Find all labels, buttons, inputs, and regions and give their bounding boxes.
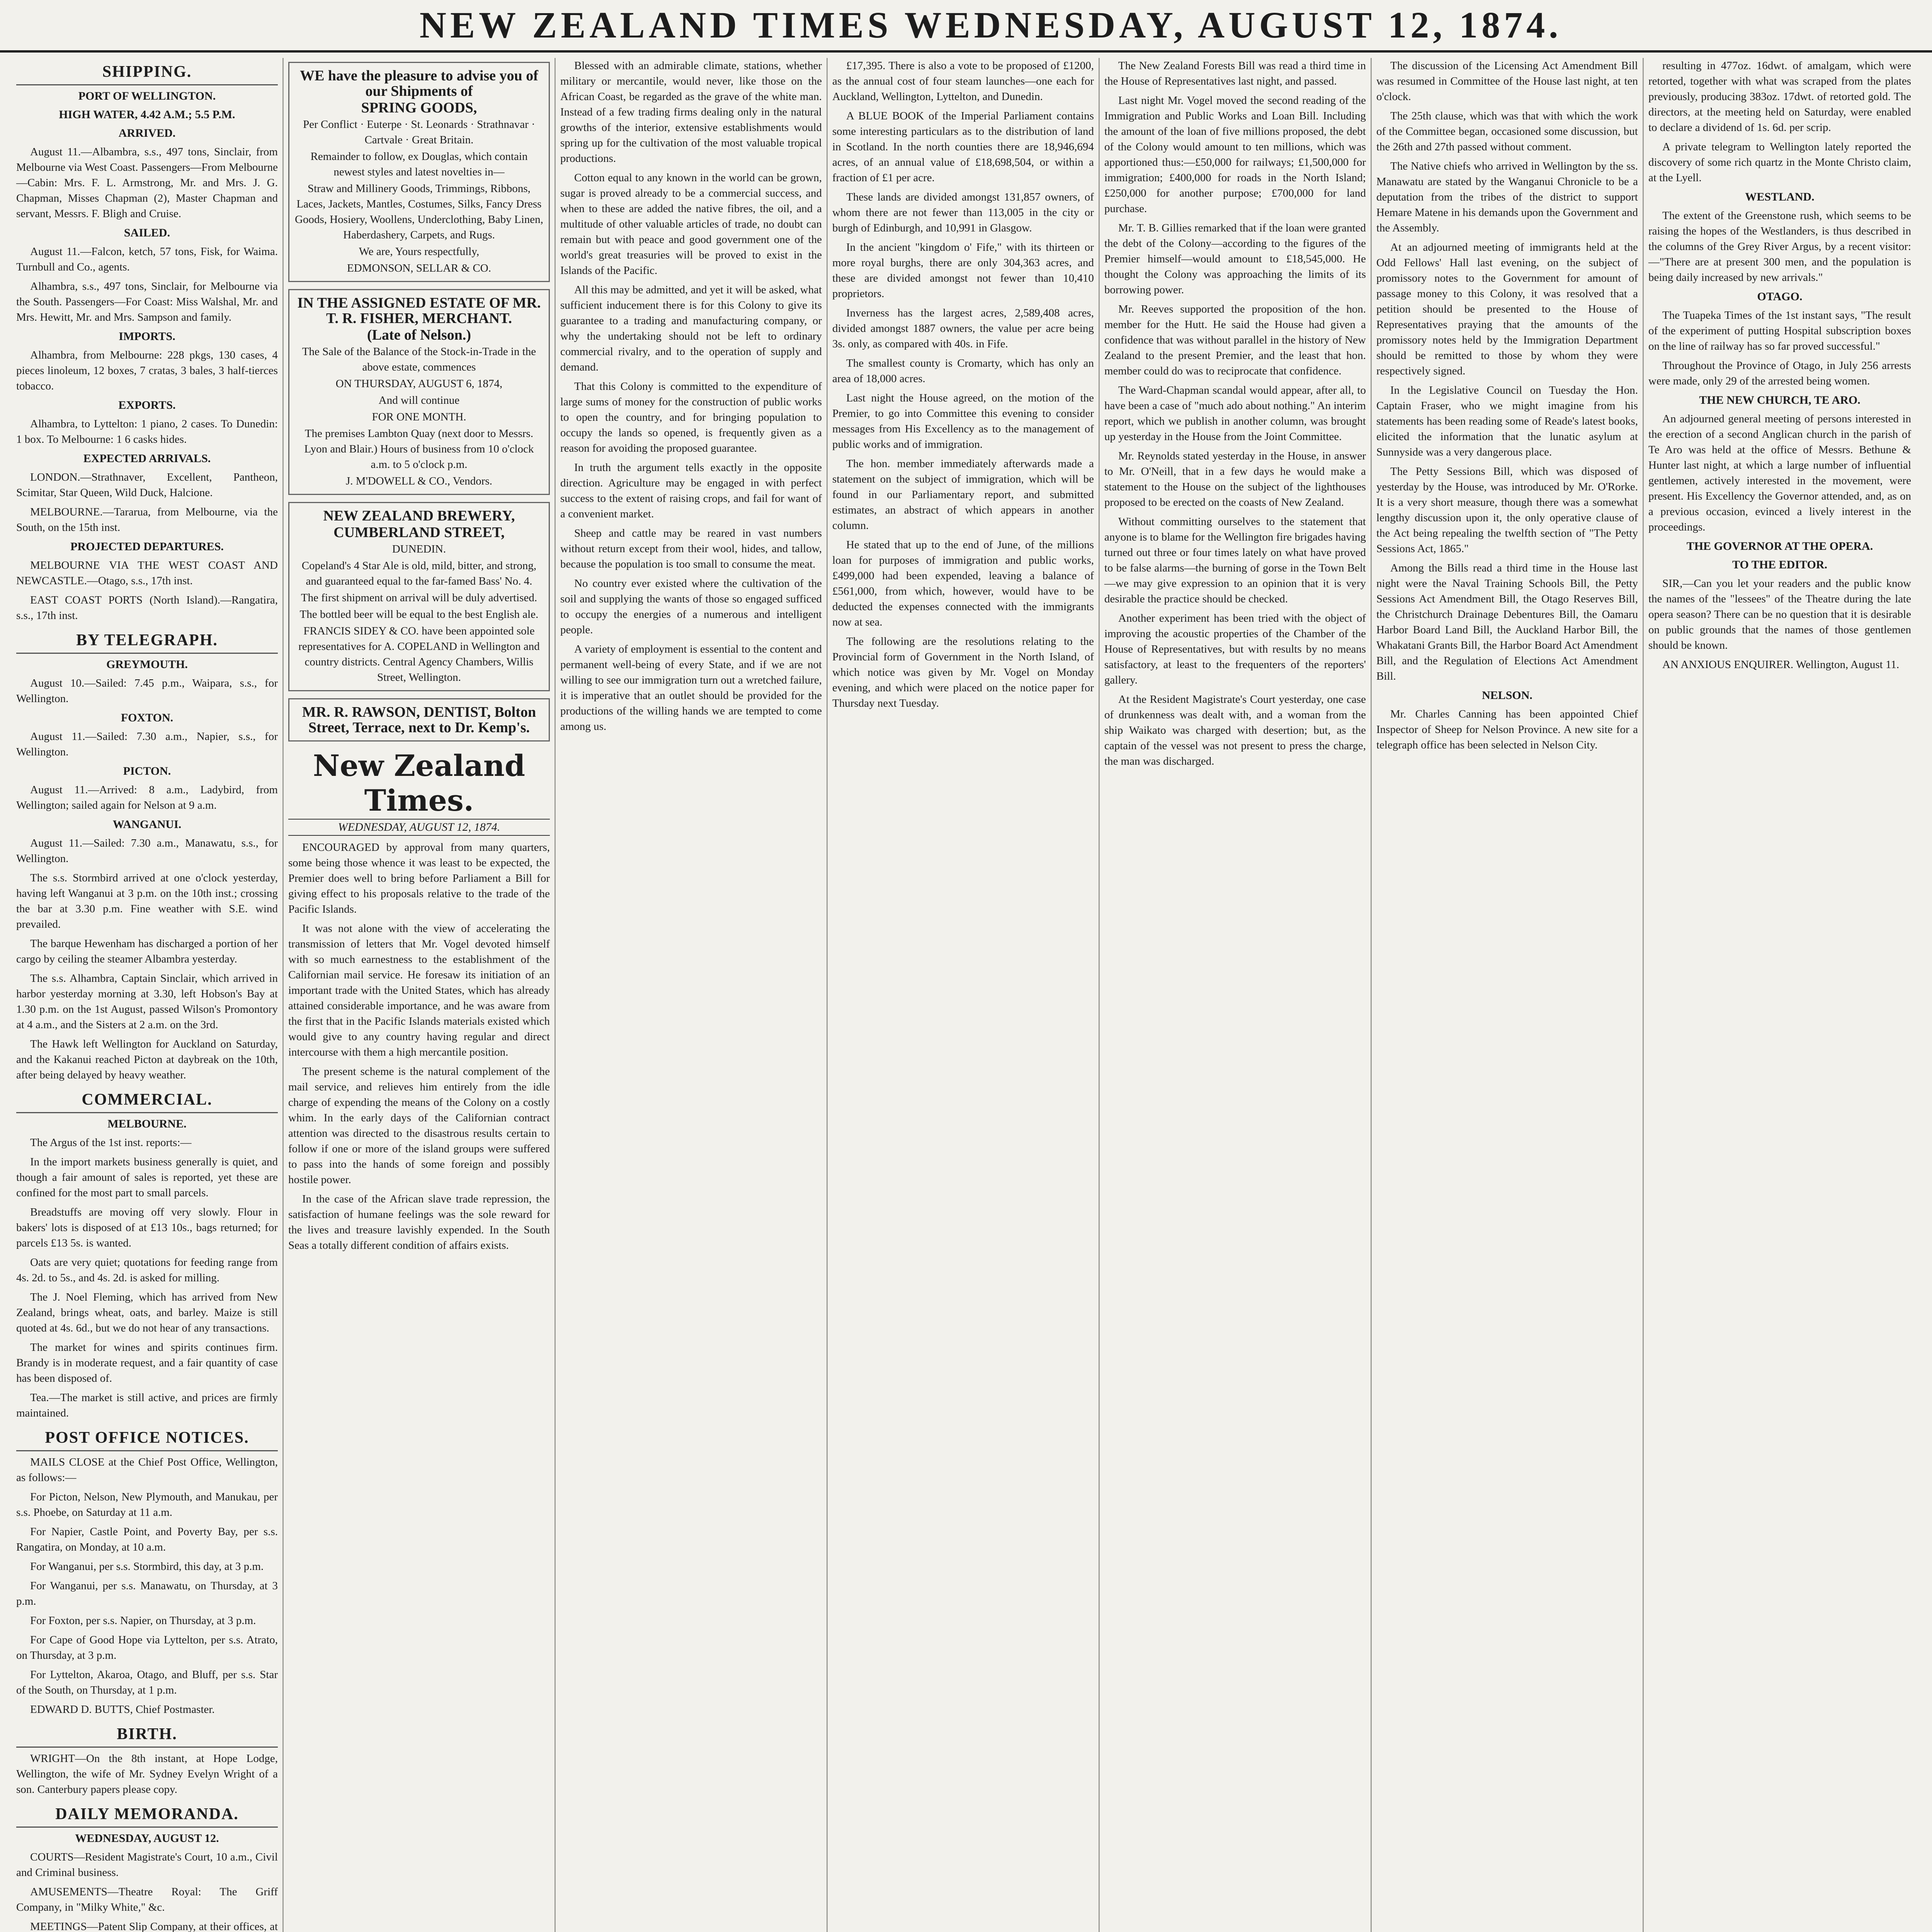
article-paragraph: AN ANXIOUS ENQUIRER. Wellington, August 11. <box>1662 658 1900 671</box>
article-paragraph: LONDON.—Strathnaver, Excellent, Pantheon, Scimitar, Star Queen, Wild Duck, Halcione. <box>16 471 278 499</box>
subheading: NELSON. <box>1482 689 1532 702</box>
section-heading: POST OFFICE NOTICES. <box>16 1428 278 1451</box>
article-paragraph: The Hawk left Wellington for Auckland on Saturday, and the Kakanui reached Picton at daybreak on the 10th, after being delayed by heavy weather. <box>16 1038 278 1081</box>
advertisement-line: FRANCIS SIDEY & CO. have been appointed sole representatives for A. COPELAND in Wellington and country districts. Central Agency Chambers, Willis Street, Wellington. <box>298 625 540 684</box>
advertisement-line: ON THURSDAY, AUGUST 6, 1874, <box>335 378 503 390</box>
article-paragraph: For Lyttelton, Akaroa, Otago, and Bluff, per s.s. Star of the South, on Thursday, at 1 p.m. <box>16 1668 278 1696</box>
article-paragraph: The 25th clause, which was that with which the work of the Committee began, occasioned some discussion, but the 26th and 27th passed without comment. <box>1376 110 1638 153</box>
section-heading: DAILY MEMORANDA. <box>16 1804 278 1828</box>
newspaper-masthead: NEW ZEALAND TIMES WEDNESDAY, AUGUST 12, 1874. <box>419 4 1562 46</box>
advertisement <box>288 502 550 691</box>
article-section <box>16 1804 278 1932</box>
article-paragraph: August 11.—Sailed: 7.30 a.m., Napier, s.s., for Wellington. <box>16 730 278 758</box>
article-paragraph: For Picton, Nelson, New Plymouth, and Manukau, per s.s. Phoebe, on Saturday at 11 a.m. <box>16 1491 278 1519</box>
section-heading: BY TELEGRAPH. <box>16 630 278 654</box>
article-section <box>832 58 1094 711</box>
article-paragraph: Without committing ourselves to the statement that anyone is to blame for the Wellington fire brigades having turned out three or four times lately on what have proved to be false alarms—the burning of gorse in the Town Belt—we may give expression to an opinion that it is very desirable the practice should be checked. <box>1104 515 1366 605</box>
article-paragraph: The Native chiefs who arrived in Wellington by the ss. Manawatu are stated by the Wanganui Chronicle to be a deputation from the tribes of the district to support Hemare Matene in his demands upon the Government and the Assembly. <box>1376 160 1638 234</box>
article-paragraph: For Cape of Good Hope via Lyttelton, per s.s. Atrato, on Thursday, at 3 p.m. <box>16 1634 278 1662</box>
article-paragraph: In the Legislative Council on Tuesday the Hon. Captain Fraser, who we might imagine from his statements has been reading some of Reade's latest books, elicited the information that the lunatic asylum at Sunnyside was a very dangerous place. <box>1376 384 1638 458</box>
article-paragraph: MELBOURNE VIA THE WEST COAST AND NEWCASTLE.—Otago, s.s., 17th inst. <box>16 559 278 587</box>
article-paragraph: The smallest county is Cromarty, which has only an area of 18,000 acres. <box>832 357 1094 385</box>
article-paragraph: The Argus of the 1st inst. reports:— <box>30 1136 192 1149</box>
article-paragraph: £17,395. There is also a vote to be proposed of £1200, as the annual cost of four steam launches—one each for Auckland, Wellington, Lyttelton, and Dunedin. <box>832 60 1094 103</box>
article-paragraph: MELBOURNE.—Tararua, from Melbourne, via the South, on the 15th inst. <box>16 506 278 534</box>
article-paragraph: In the case of the African slave trade repression, the satisfaction of humane feelings was the sole reward for the lives and treasure lavishly expended. In the South Seas a totally different condition of affairs exists. <box>288 1193 550 1252</box>
subheading: WEDNESDAY, AUGUST 12. <box>75 1832 219 1845</box>
article-paragraph: Cotton equal to any known in the world can be grown, sugar is proved already to be a commercial success, and when to these are added the native fibres, the oil, and a multitude of other valuable articles of trade, no doubt can remain but with peace and good government one of the world's great treasuries will be proved to exist in the Islands of the Pacific. <box>560 172 822 277</box>
article-paragraph: EDWARD D. BUTTS, Chief Postmaster. <box>30 1703 215 1716</box>
advertisement-line: Remainder to follow, ex Douglas, which contain newest styles and latest novelties in— <box>310 150 528 178</box>
subheading: GREYMOUTH. <box>106 658 188 671</box>
article-paragraph: In the ancient "kingdom o' Fife," with its thirteen or more royal burghs, there are only 304,363 acres, and these are divided amongst not fewer than 10,410 proprietors. <box>832 241 1094 300</box>
article-paragraph: SIR,—Can you let your readers and the public know the names of the "lessees" of the Theatre during the late opera season? There can be no question that it is desirable on public grounds that the names of those gentlemen should be known. <box>1648 577 1911 651</box>
article-paragraph: Tea.—The market is still active, and prices are firmly maintained. <box>16 1391 278 1419</box>
editorial-dateline: WEDNESDAY, AUGUST 12, 1874. <box>288 819 550 836</box>
article-paragraph: Alhambra, s.s., 497 tons, Sinclair, for Melbourne via the South. Passengers—For Coast: Miss Walshal, Mr. and Mrs. Hewitt, Mr. and Mrs. Sampson and family. <box>16 280 278 323</box>
advertisement-line: WE have the pleasure to advise you of our Shipments of <box>300 68 538 99</box>
article-paragraph: The s.s. Alhambra, Captain Sinclair, which arrived in harbor yesterday morning at 3.30, left Hobson's Bay at 1.30 p.m. on the 1st August, passed Wilson's Promontory at 4 a.m., and the Sisters at 2 a.m. on the 3rd. <box>16 972 278 1031</box>
advertisement-line: FOR ONE MONTH. <box>372 411 466 423</box>
advertisement-line: IN THE ASSIGNED ESTATE OF MR. T. R. FISHER, MERCHANT. <box>297 295 541 327</box>
article-section <box>288 698 550 742</box>
article-paragraph: Last night Mr. Vogel moved the second reading of the Immigration and Public Works and Loan Bill. Including the amount of the loan of five millions proposed, the debt of the Colony would amount to ten millions, which was apportioned thus:—£50,000 for railways; £1,500,000 for immigration; £400,000 for roads in the North Island; £250,000 for another purpose; £700,000 for land purchase. <box>1104 94 1366 215</box>
advertisement <box>288 62 550 282</box>
article-paragraph: The New Zealand Forests Bill was read a third time in the House of Representatives last night, and passed. <box>1104 60 1366 87</box>
article-paragraph: The extent of the Greenstone rush, which seems to be raising the hopes of the Westlanders, is thus described in the columns of the Grey River Argus, by a recent visitor:—"There are at present 300 men, and the population is being daily increased by new arrivals." <box>1648 209 1911 284</box>
advertisement-line: Copeland's 4 Star Ale is old, mild, bitter, and strong, and guaranteed equal to the far-famed Bass' No. 4. <box>301 560 537 587</box>
article-paragraph: For Napier, Castle Point, and Poverty Bay, per s.s. Rangatira, on Monday, at 10 a.m. <box>16 1526 278 1553</box>
text-column <box>828 58 1100 1932</box>
article-paragraph: All this may be admitted, and yet it will be asked, what sufficient inducement there is for this Colony to give its guarantee to a trading and manufacturing company, or why the undertaking should not be left to ordinary commercial rivalry, and to the operation of supply and demand. <box>560 284 822 373</box>
article-paragraph: Sheep and cattle may be reared in vast numbers without return except from their wool, hides, and tallow, because the population is too small to consume the meat. <box>560 527 822 570</box>
article-section <box>16 1428 278 1717</box>
article-paragraph: The s.s. Stormbird arrived at one o'clock yesterday, having left Wanganui at 3 p.m. on the 10th inst.; crossing the bar at 3.30 p.m. Fine weather with S.E. wind prevailed. <box>16 872 278 930</box>
paper-title: New Zealand Times. <box>313 748 526 818</box>
article-paragraph: For Wanganui, per s.s. Stormbird, this day, at 3 p.m. <box>30 1560 264 1573</box>
article-paragraph: Among the Bills read a third time in the House last night were the Naval Training Schools Bill, the Petty Sessions Act Amendment Bill, the Otago Reserves Bill, the Christchurch Drainage Debentures Bill, the Oamaru Harbor Board Land Bill, the Auckland Harbor Bill, the Whakatani Grants Bill, the Harbor Board Act Amendment Bill, and the Regulation of Elections Act Amendment Bill. <box>1376 562 1638 682</box>
advertisement-line: DUNEDIN. <box>392 543 446 555</box>
text-column <box>12 58 284 1932</box>
subheading: THE NEW CHURCH, TE ARO. <box>1699 394 1861 406</box>
article-paragraph: Blessed with an admirable climate, stations, whether military or mercantile, would never, like those on the African Coast, be regarded as the grave of the white man. Instead of a few trading firms dealing only in the natural growths of the interior, extensive establishments would spring up for the cultivation of the most valuable tropical productions. <box>560 60 822 165</box>
article-paragraph: Alhambra, to Lyttelton: 1 piano, 2 cases. To Dunedin: 1 box. To Melbourne: 1 6 casks hides. <box>16 418 278 446</box>
article-paragraph: The discussion of the Licensing Act Amendment Bill was resumed in Committee of the House last night, at ten o'clock. <box>1376 60 1638 103</box>
article-paragraph: Inverness has the largest acres, 2,589,408 acres, divided amongst 1887 owners, the value per acre being 3s. only, as compared with 40s. in Fife. <box>832 307 1094 350</box>
advertisement-line: J. M'DOWELL & CO., Vendors. <box>346 475 492 487</box>
article-paragraph: At the Resident Magistrate's Court yesterday, one case of drunkenness was dealt with, and a woman from the ship Waikato was charged with desertion; but, as the captain of the vessel was not present to press the charge, the man was discharged. <box>1104 693 1366 767</box>
article-paragraph: Last night the House agreed, on the motion of the Premier, to go into Committee this evening to consider messages from His Excellency as to the management of public works and of immigration. <box>832 392 1094 451</box>
article-section <box>16 62 278 623</box>
subheading: TO THE EDITOR. <box>1732 558 1827 571</box>
article-paragraph: Alhambra, from Melbourne: 228 pkgs, 130 cases, 4 pieces linoleum, 12 boxes, 7 cratas, 3 bales, 3 half-tierces tobacco. <box>16 349 278 392</box>
article-paragraph: He stated that up to the end of June, of the millions loan for purposes of immigration and public works, £499,000 had been expended, leaving a balance of £561,000, from which, however, would have to be deducted the expenses connected with the immigrants now at sea. <box>832 539 1094 628</box>
article-paragraph: Mr. Charles Canning has been appointed Chief Inspector of Sheep for Nelson Province. A new site for a telegraph office has been selected in Nelson City. <box>1376 708 1638 751</box>
advertisement-line: CUMBERLAND STREET, <box>333 524 505 541</box>
article-paragraph: COURTS—Resident Magistrate's Court, 10 a.m., Civil and Criminal business. <box>16 1851 278 1879</box>
article-paragraph: Mr. Reeves supported the proposition of the hon. member for the Hutt. He said the House had given a confidence that was without parallel in the history of New Zealand to the present Premier, and the least that hon. member could do was to reciprocate that confidence. <box>1104 303 1366 377</box>
article-paragraph: August 10.—Sailed: 7.45 p.m., Waipara, s.s., for Wellington. <box>16 677 278 705</box>
article-paragraph: MEETINGS—Patent Slip Company, at their offices, at <box>30 1920 278 1932</box>
article-paragraph: AMUSEMENTS—Theatre Royal: The Griff Company, in "Milky White," &c. <box>16 1886 278 1913</box>
article-paragraph: The barque Hewenham has discharged a portion of her cargo by ceiling the steamer Albambra yesterday. <box>16 937 278 965</box>
article-paragraph: August 11.—Albambra, s.s., 497 tons, Sinclair, from Melbourne via West Coast. Passengers—From Melbourne—Cabin: Mrs. F. L. Armstrong, Mr. and Mrs. J. G. Chapman, Misses Chapman (2), Master Chapman and servant, Messrs. F. Bligh and Cruise. <box>16 146 278 220</box>
article-paragraph: August 11.—Arrived: 8 a.m., Ladybird, from Wellington; sailed again for Nelson at 9 a.m. <box>16 784 278 811</box>
article-paragraph: That this Colony is committed to the expenditure of large sums of money for the construction of public works to open the country, and for bringing population to occupy the lands so opened, is frequently given as a reason for avoiding the proposed guarantee. <box>560 380 822 454</box>
article-paragraph: Mr. Reynolds stated yesterday in the House, in answer to Mr. O'Neill, that in a few days he would make a statement to the House on the subject of the lighthouses proposed to be erected on the coasts of New Zealand. <box>1104 450 1366 509</box>
subheading: IMPORTS. <box>119 330 175 343</box>
subheading: PROJECTED DEPARTURES. <box>70 540 224 553</box>
text-column <box>1100 58 1372 1932</box>
newspaper-page <box>12 58 1932 1932</box>
advertisement-line: NEW ZEALAND BREWERY, <box>323 508 515 524</box>
article-paragraph: The following are the resolutions relating to the Provincial form of Government in the North Island, of which notice was given by Mr. Vogel on Monday evening, and which were placed on the notice paper for Thursday next Tuesday. <box>832 635 1094 709</box>
article-section <box>1104 58 1366 769</box>
text-column <box>1644 58 1916 1932</box>
article-paragraph: An adjourned general meeting of persons interested in the erection of a second Anglican church in the parish of Te Aro was held at the office of Messrs. Bethune & Hunter last night, at which a large number of influential gentlemen, actively interested in the movement, were present. His Excellency the Governor attended, and, as on a previous occasion, evinced a lively interest in the proceedings. <box>1648 413 1911 533</box>
article-section <box>16 1090 278 1421</box>
article-paragraph: A private telegram to Wellington lately reported the discovery of some rich quartz in the Monte Christo claim, at the Lyell. <box>1648 141 1911 184</box>
advertisement-line: MR. R. RAWSON, DENTIST, Bolton Street, Terrace, next to Dr. Kemp's. <box>302 704 536 736</box>
advertisement-line: The bottled beer will be equal to the best English ale. <box>299 608 539 621</box>
subheading: EXPECTED ARRIVALS. <box>83 452 211 465</box>
article-paragraph: For Wanganui, per s.s. Manawatu, on Thursday, at 3 p.m. <box>16 1580 278 1607</box>
article-paragraph: The Ward-Chapman scandal would appear, after all, to have been a case of "much ado about nothing." An interim report, which we publish in another column, was brought up yesterday in the House from the Joint Committee. <box>1104 384 1366 443</box>
advertisement-line: Straw and Millinery Goods, Trimmings, Ribbons, Laces, Jackets, Mantles, Costumes, Silks, Fancy Dress Goods, Hosiery, Woollens, Underclothing, Baby Linen, Haberdashery, Carpets, and Rugs. <box>295 182 543 241</box>
subheading: OTAGO. <box>1757 290 1803 303</box>
article-paragraph: These lands are divided amongst 131,857 owners, of whom there are not fewer than 113,005 in the city or burgh of Edinburgh, and 10,991 in Glasgow. <box>832 191 1094 234</box>
article-paragraph: A BLUE BOOK of the Imperial Parliament contains some interesting particulars as to the distribution of land in Scotland. In the north counties there are 18,946,694 acres, of an annual value of £18,698,504, or within a fraction of £1 per acre. <box>832 110 1094 184</box>
article-paragraph: Oats are very quiet; quotations for feeding range from 4s. 2d. to 5s., and 4s. 2d. is asked for milling. <box>16 1256 278 1284</box>
text-column <box>284 58 556 1932</box>
subheading: ARRIVED. <box>118 127 176 139</box>
advertisement-line: We are, Yours respectfully, <box>359 245 480 258</box>
masthead-rule <box>0 50 1932 53</box>
advertisement-line: The Sale of the Balance of the Stock-in-Trade in the above estate, commences <box>302 345 536 373</box>
advertisement-line: SPRING GOODS, <box>361 100 477 116</box>
text-column <box>1372 58 1644 1932</box>
article-section <box>1376 58 1638 753</box>
article-paragraph: EAST COAST PORTS (North Island).—Rangatira, s.s., 17th inst. <box>16 594 278 622</box>
subheading: WESTLAND. <box>1745 190 1815 203</box>
article-paragraph: The Tuapeka Times of the 1st instant says, "The result of the experiment of putting Hospital subscription boxes on the line of railway has so far proved successful." <box>1648 309 1911 352</box>
article-paragraph: A variety of employment is essential to the content and permanent well-being of every State, and if we are not willing to see our immigration turn out a wretched failure, it is imperative that an outlet should be provided for the productions of the willing hands we are tempted to come among us. <box>560 643 822 733</box>
advertisement-line: And will continue <box>378 394 460 406</box>
subheading: WANGANUI. <box>112 818 182 831</box>
subheading: THE GOVERNOR AT THE OPERA. <box>1686 540 1873 553</box>
advertisement-line: Per Conflict · Euterpe · St. Leonards · Strathnavar · Cartvale · Great Britain. <box>303 118 535 146</box>
article-section <box>288 748 550 1253</box>
article-paragraph: Throughout the Province of Otago, in July 256 arrests were made, only 29 of the arrested being women. <box>1648 359 1911 387</box>
advertisement-line: (Late of Nelson.) <box>367 327 471 343</box>
article-paragraph: In the import markets business generally is quiet, and though a fair amount of sales is reported, yet these are confined for the most part to small parcels. <box>16 1156 278 1199</box>
article-paragraph: August 11.—Falcon, ketch, 57 tons, Fisk, for Waima. Turnbull and Co., agents. <box>16 245 278 273</box>
article-paragraph: The present scheme is the natural complement of the mail service, and relieves him entirely from the idle charge of expending the means of the Colony on a costly whim. In the early days of the Californian contract attention was directed to the disastrous results certain to follow if one or more of the island groups were suffered to pass into the hands of some foreign and possibly hostile power. <box>288 1065 550 1186</box>
article-paragraph: resulting in 477oz. 16dwt. of amalgam, which were retorted, together with what was scraped from the plates previously, producing 383oz. 17dwt. of retorted gold. The directors, at the meeting held on Saturday, were enabled to declare a dividend of 1s. 6d. per scrip. <box>1648 60 1911 134</box>
advertisement-line: The premises Lambton Quay (next door to Messrs. Lyon and Blair.) Hours of business from 10 o'clock a.m. to 5 o'clock p.m. <box>304 427 534 471</box>
article-section <box>288 289 550 495</box>
subheading: HIGH WATER, 4.42 A.M.; 5.5 P.M. <box>59 108 235 121</box>
article-section <box>288 62 550 282</box>
article-paragraph: MAILS CLOSE at the Chief Post Office, Wellington, as follows:— <box>16 1456 278 1484</box>
subheading: FOXTON. <box>121 711 173 724</box>
article-paragraph: The Petty Sessions Bill, which was disposed of yesterday by the House, was introduced by Mr. O'Rorke. It is a very short measure, though there was a somewhat lengthy discussion upon it, the only operative clause of the Act being repealing the twelfth section of "The Petty Sessions Act, 1865." <box>1376 465 1638 555</box>
article-section <box>16 630 278 1083</box>
article-section <box>1648 58 1911 672</box>
article-paragraph: Another experiment has been tried with the object of improving the acoustic properties of the Chamber of the House of Representatives, but with results by no means satisfactory, at least to the frequenters of the reporters' gallery. <box>1104 612 1366 686</box>
subheading: EXPORTS. <box>118 399 176 412</box>
advertisement-line: EDMONSON, SELLAR & CO. <box>347 262 491 274</box>
article-paragraph: Mr. T. B. Gillies remarked that if the loan were granted the debt of the Colony—according to the figures of the Premier himself—would amount to £18,545,000. He thought the Colony was approaching the limits of its borrowing power. <box>1104 222 1366 296</box>
article-paragraph: August 11.—Sailed: 7.30 a.m., Manawatu, s.s., for Wellington. <box>16 837 278 865</box>
article-paragraph: In truth the argument tells exactly in the opposite direction. Agriculture may be engaged in with perfect success to the extent of raising crops, and fail for want of a convenient market. <box>560 461 822 520</box>
section-heading: COMMERCIAL. <box>16 1090 278 1113</box>
subheading: PORT OF WELLINGTON. <box>78 90 216 102</box>
section-heading: SHIPPING. <box>16 62 278 85</box>
article-paragraph: It was not alone with the view of accelerating the transmission of letters that Mr. Vogel devoted himself with so much earnestness to the establishment of the Californian mail service. He foresaw its initiation of an important trade with the United States, which has already attained considerable importance, and he was aware from the first that in the Pacific Islands materials existed which would give to any country having regular and direct intercourse with them a high mercantile position. <box>288 922 550 1058</box>
advertisement-line: The first shipment on arrival will be duly advertised. <box>301 592 537 604</box>
article-paragraph: The J. Noel Fleming, which has arrived from New Zealand, brings wheat, oats, and barley. Maize is still quoted at 4s. 6d., but we do not hear of any transactions. <box>16 1291 278 1334</box>
section-heading: BIRTH. <box>16 1724 278 1748</box>
article-section <box>288 502 550 691</box>
article-paragraph: The market for wines and spirits continues firm. Brandy is in moderate request, and a fair quantity of case has been disposed of. <box>16 1341 278 1384</box>
article-paragraph: ENCOURAGED by approval from many quarters, some being those whence it was least to be expected, the Premier does well to bring before Parliament a Bill for giving effect to his proposals relative to the trade of the Pacific Islands. <box>288 841 550 915</box>
subheading: PICTON. <box>123 765 171 777</box>
subheading: MELBOURNE. <box>107 1117 187 1130</box>
article-paragraph: WRIGHT—On the 8th instant, at Hope Lodge, Wellington, the wife of Mr. Sydney Evelyn Wright of a son. Canterbury papers please copy. <box>16 1752 278 1796</box>
subheading: SAILED. <box>124 226 170 239</box>
article-paragraph: At an adjourned meeting of immigrants held at the Odd Fellows' Hall last evening, on the subject of promissory notes to the Government for amount of passage money to this Colony, it was resolved that a petition should be presented to the House of Representatives praying that the amounts of the promissory notes held by the Immigration Department should be remitted to those by whom they were respectively signed. <box>1376 241 1638 377</box>
article-paragraph: For Foxton, per s.s. Napier, on Thursday, at 3 p.m. <box>30 1614 256 1627</box>
article-paragraph: Breadstuffs are moving off very slowly. Flour in bakers' lots is disposed of at £13 10s., bags returned; for parcels £13 5s. is wanted. <box>16 1206 278 1249</box>
advertisement <box>288 289 550 495</box>
article-section <box>16 1724 278 1797</box>
advertisement <box>288 698 550 742</box>
article-paragraph: No country ever existed where the cultivation of the soil and supplying the wants of those so engaged sufficed to occupy the energies of a numerous and intelligent people. <box>560 577 822 636</box>
article-paragraph: The hon. member immediately afterwards made a statement on the subject of immigration, which will be found in our Parliamentary report, and submitted estimates, an abstract of which appears in another column. <box>832 457 1094 532</box>
text-column <box>556 58 828 1932</box>
article-section <box>560 58 822 734</box>
